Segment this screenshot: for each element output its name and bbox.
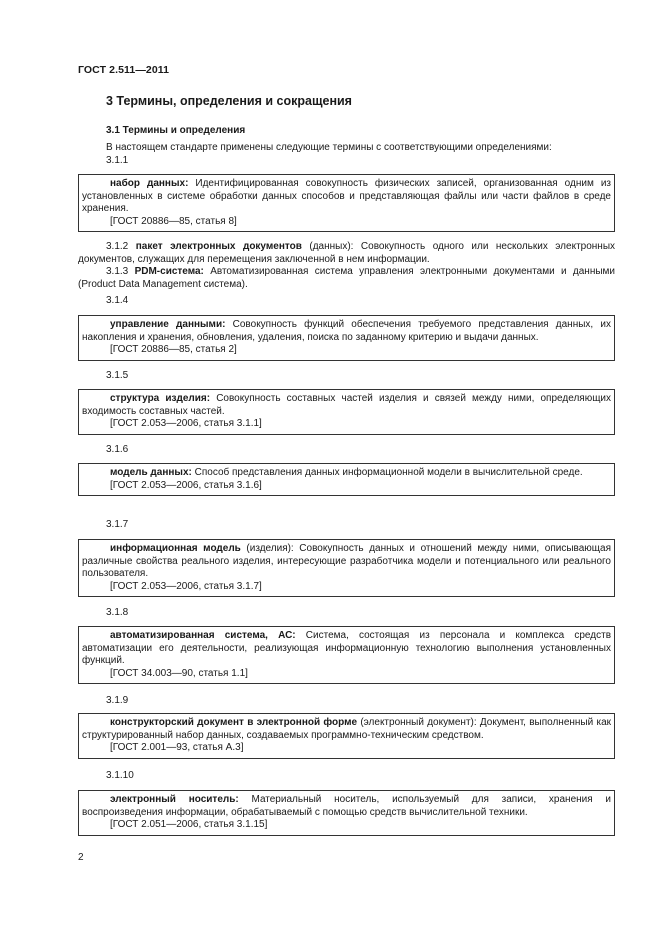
term-number: 3.1.8 — [106, 607, 129, 618]
term-definition-box — [78, 539, 615, 597]
term-definition: Идентифицированная совокупность физических записей, организованная одним из установленных в системе обработки данных способов и представляющая файлы или части файлов в среде хранения. — [82, 178, 611, 215]
term-source: [ГОСТ 20886—85, статья 2] — [110, 344, 237, 356]
intro-text: В настоящем стандарте применены следующие термины с соответствующими определениями: — [106, 142, 552, 153]
term-number: 3.1.3 — [106, 266, 129, 278]
term-definition-box — [78, 790, 615, 836]
term-number: 3.1.2 — [106, 241, 129, 252]
term-name: электронный носитель: — [110, 794, 239, 805]
term-definition-box — [78, 315, 615, 361]
term-name: автоматизированная система, АС: — [110, 630, 296, 641]
term-source: [ГОСТ 2.053—2006, статья 3.1.7] — [110, 580, 262, 592]
term-definition: (электронный документ): Документ, выполненный как структурированный набор данных, создаваемых программно-техническим средством. — [82, 717, 612, 741]
page-number: 2 — [78, 852, 84, 863]
term-definition-box — [78, 626, 615, 684]
section-title: 3 Термины, определения и сокращения — [106, 94, 352, 108]
term-name: пакет электронных документов — [135, 241, 302, 252]
term-number: 3.1.6 — [106, 444, 129, 455]
term-definition: Система, состоящая из персонала и комплекса средств автоматизации его деятельности, реализующая информационную технологию выполнения установленных функций. — [82, 630, 612, 667]
term-number: 3.1.4 — [106, 295, 129, 306]
term-definition-box — [78, 713, 615, 759]
term-number: 3.1.5 — [106, 370, 129, 381]
term-name: конструкторский документ в электронной форме — [110, 717, 358, 728]
term-name: управление данными: — [110, 319, 226, 330]
term-name: информационная модель — [110, 543, 241, 554]
term-definition-box — [78, 389, 615, 435]
document-code: ГОСТ 2.511—2011 — [78, 64, 170, 76]
term-number: 3.1.1 — [106, 155, 129, 166]
term-definition: Автоматизированная система управления электронными документами и данными (Product Data Management система). — [78, 266, 616, 290]
term-source: [ГОСТ 2.053—2006, статья 3.1.6] — [110, 479, 262, 491]
term-number: 3.1.9 — [106, 695, 129, 706]
term-name: структура изделия: — [110, 393, 211, 404]
term-number: 3.1.10 — [106, 770, 134, 781]
term-definition-box — [78, 174, 615, 232]
term-source: [ГОСТ 20886—85, статья 8] — [110, 215, 237, 227]
term-source: [ГОСТ 34.003—90, статья 1.1] — [110, 667, 248, 679]
term-definition: Способ представления данных информационной модели в вычислительной среде. — [191, 467, 583, 478]
subsection-title: 3.1 Термины и определения — [106, 125, 246, 136]
term-definition: Совокупность составных частей изделия и связей между ними, определяющих входимость составных частей. — [82, 393, 612, 417]
term-source: [ГОСТ 2.001—93, статья А.3] — [110, 742, 244, 754]
term-source: [ГОСТ 2.051—2006, статья 3.1.15] — [110, 819, 268, 831]
term-definition: (изделия): Совокупность данных и отношений между ними, описывающая различные свойства реального изделия, интересующие разработчика модели и потенциального или реального пользователя. — [82, 543, 612, 580]
term-plain-block — [78, 241, 615, 291]
term-source: [ГОСТ 2.053—2006, статья 3.1.1] — [110, 418, 262, 430]
term-definition: (данных): Совокупность одного или нескольких электронных документов, служащих для перемещения заключенной в нем информации. — [78, 241, 616, 265]
term-name: модель данных: — [110, 467, 192, 478]
term-definition: Материальный носитель, используемый для записи, хранения и воспроизведения информации, обрабатываемый с помощью средств вычислительной техники. — [82, 794, 611, 818]
term-definition-box — [78, 463, 615, 496]
term-name: набор данных: — [110, 178, 189, 189]
term-definition: Совокупность функций обеспечения требуемого представления данных, их накопления и хранения, обновления, удаления, поиска по заданному критерию и выдачи данных. — [82, 319, 611, 343]
term-name: PDM-система: — [134, 266, 204, 278]
term-number: 3.1.7 — [106, 519, 129, 530]
